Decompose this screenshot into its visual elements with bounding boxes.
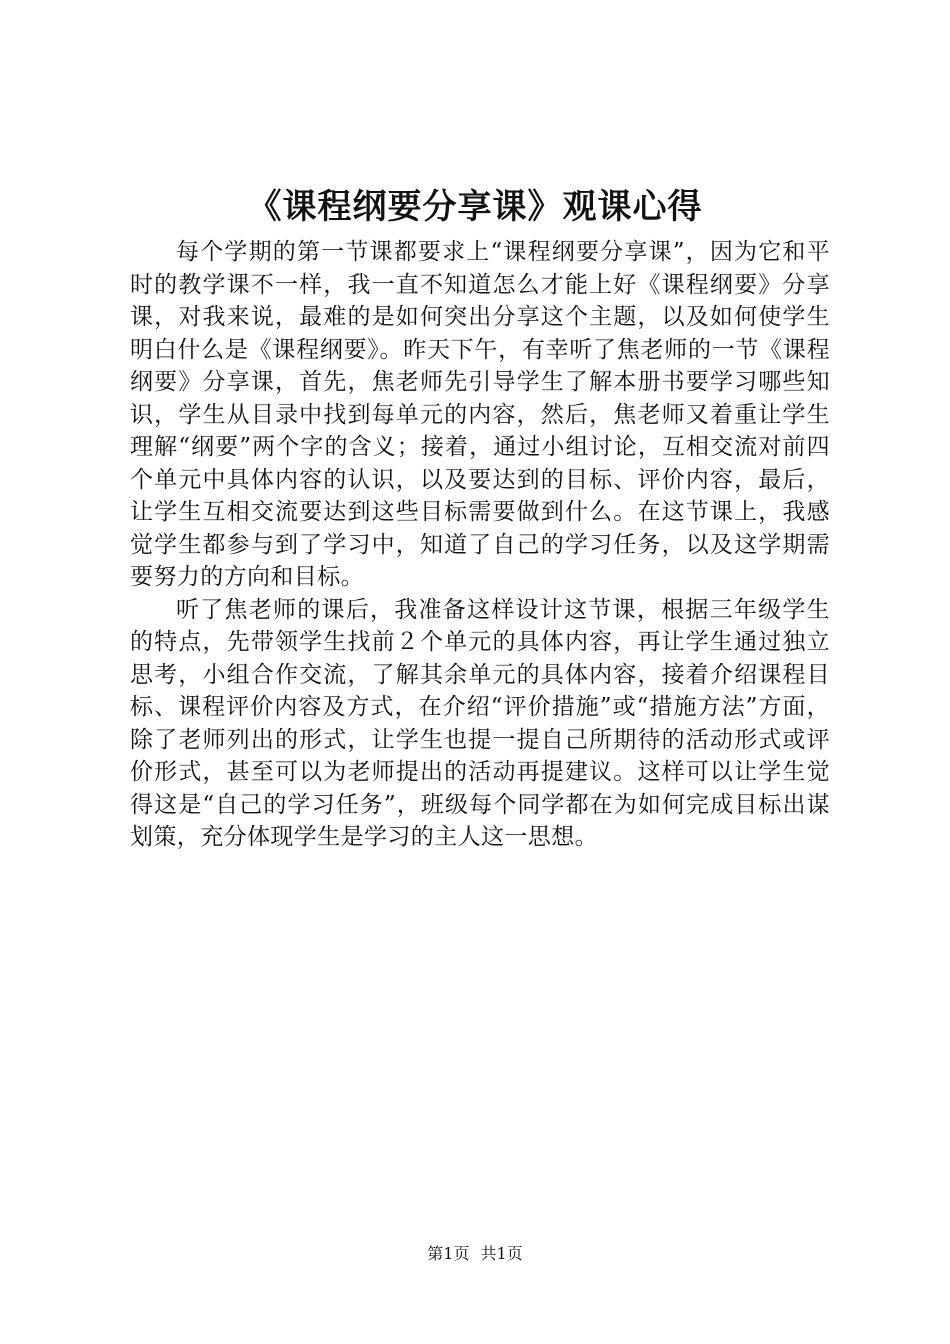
paragraph-1: 每个学期的第一节课都要求上“课程纲要分享课”，因为它和平时的教学课不一样，我一直不知道怎么才能上好《课程纲要》分享课，对我来说，最难的是如何突出分享这个主题，以及如何使学生明白什么是《课程纲要》。昨天下午，有幸听了焦老师的一节《课程纲要》分享课，首先，焦老师先引导学生了解本册书要学习哪些知识，学生从目录中找到每单元的内容，然后，焦老师又着重让学生理解“纲要”两个字的含义；接着，通过小组讨论，互相交流对前四个单元中具体内容的认识，以及要达到的目标、评价内容，最后，让学生互相交流要达到这些目标需要做到什么。在这节课上，我感觉学生都参与到了学习中，知道了自己的学习任务，以及这学期需要努力的方向和目标。 [130,239,830,590]
page-number-current: 第1页 [427,1244,470,1263]
page-number-total: 共1页 [480,1244,523,1263]
page-footer [0,1243,950,1265]
document-title: 《课程纲要分享课》观课心得 [247,187,703,227]
paragraph-2: 听了焦老师的课后，我准备这样设计这节课，根据三年级学生的特点，先带领学生找前２个单元的具体内容，再让学生通过独立思考，小组合作交流，了解其余单元的具体内容，接着介绍课程目标、课程评价内容及方式，在介绍“评价措施”或“措施方法”方面，除了老师列出的形式，让学生也提一提自己所期待的活动形式或评价形式，甚至可以为老师提出的活动再提建议。这样可以让学生觉得这是“自己的学习任务”，班级每个同学都在为如何完成目标出谋划策，充分体现学生是学习的主人这一思想。 [130,596,830,850]
document-body [130,236,830,854]
